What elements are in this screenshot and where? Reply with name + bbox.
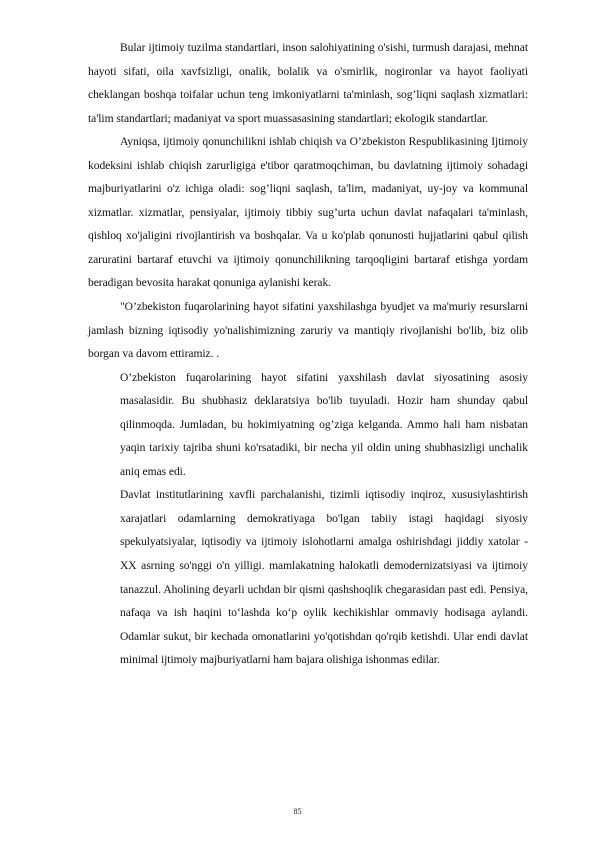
page-number: 85 [293,807,302,816]
paragraph-social-code: Ayniqsa, ijtimoiy qonunchilikni ishlab chiqish va O’zbekiston Respublikasining Ijtimoiy kodeksini ishlab chiqish zarurligiga e'tibor qaratmoqchiman, bu davlatning ijtimoiy sohadagi majburiyatlarini o'z ichiga oladi: sog’liqni saqlash, ta'lim, madaniyat, uy-joy va kommunal xizmatlar. xizmatlar, pensiyalar, ijtimoiy tibbiy sug’urta uchun davlat nafaqalari ta'minlash, qishloq xo'jaligini rivojlantirish va boshqalar. Va u ko'plab qonunosti hujjatlarini qabul qilish zaruratini bartaraf etuvchi va ijtimoiy qonunchilikning tarqoqligini bartaraf etishga yordam beradigan bevosita harakat qonuniga aylanishi kerak. [88,136,528,290]
paragraph-quote-resources: "O’zbekiston fuqarolarining hayot sifatini yaxshilashga byudjet va ma'muriy resurslarni jamlash bizning iqtisodiy yo'nalishimizning zaruriy va mantiqiy rivojlanishi bo'lib, biz olib borgan va davom ettiramiz. . [88,301,528,361]
paragraph-quality-of-life: O’zbekiston fuqarolarining hayot sifatini yaxshilash davlat siyosatining asosiy masalasidir. Bu shubhasiz deklaratsiya bo'lib tuyuladi. Hozir ham shunday qabul qilinmoqda. Jumladan, bu hokimiyatning og’ziga kelganda. Ammo hali ham nisbatan yaqin tarixiy tajriba shuni ko'rsatadiki, bir necha yil oldin uning shubhasizligi unchalik aniq emas edi. [120,371,528,478]
page-body [88,37,528,673]
paragraph-state-institutions: Davlat institutlarining xavfli parchalanishi, tizimli iqtisodiy inqiroz, xususiylashtirish xarajatlari odamlarning demokratiyaga bo'lgan tabiiy istagi haqidagi siyosiy spekulyatsiyalar, iqtisodiy va ijtimoiy islohotlarni amalga oshirishdagi jiddiy xatolar - XX asrning so'nggi o'n yilligi. mamlakatning halokatli demodernizatsiyasi va ijtimoiy tanazzul. Aholining deyarli uchdan bir qismi qashshoqlik chegarasidan past edi. Pensiya, nafaqa va ish haqini to‘lashda ko‘p oylik kechikishlar ommaviy hodisaga aylandi. Odamlar sukut, bir kechada omonatlarini yo'qotishdan qo'rqib ketishdi. Ular endi davlat minimal ijtimoiy majburiyatlarni ham bajara olishiga ishonmas edilar. [120,489,528,667]
paragraph-social-standards: Bular ijtimoiy tuzilma standartlari, inson salohiyatining o'sishi, turmush darajasi, mehnat hayoti sifati, oila xavfsizligi, onalik, bolalik va o'smirlik, nogironlar va hayot faoliyati cheklangan boshqa toifalar uchun teng imkoniyatlarni ta'minlash, sog’liqni saqlash xizmatlari: ta'lim standartlari; madaniyat va sport muassasasining standartlari; ekologik standartlar. [88,42,528,125]
